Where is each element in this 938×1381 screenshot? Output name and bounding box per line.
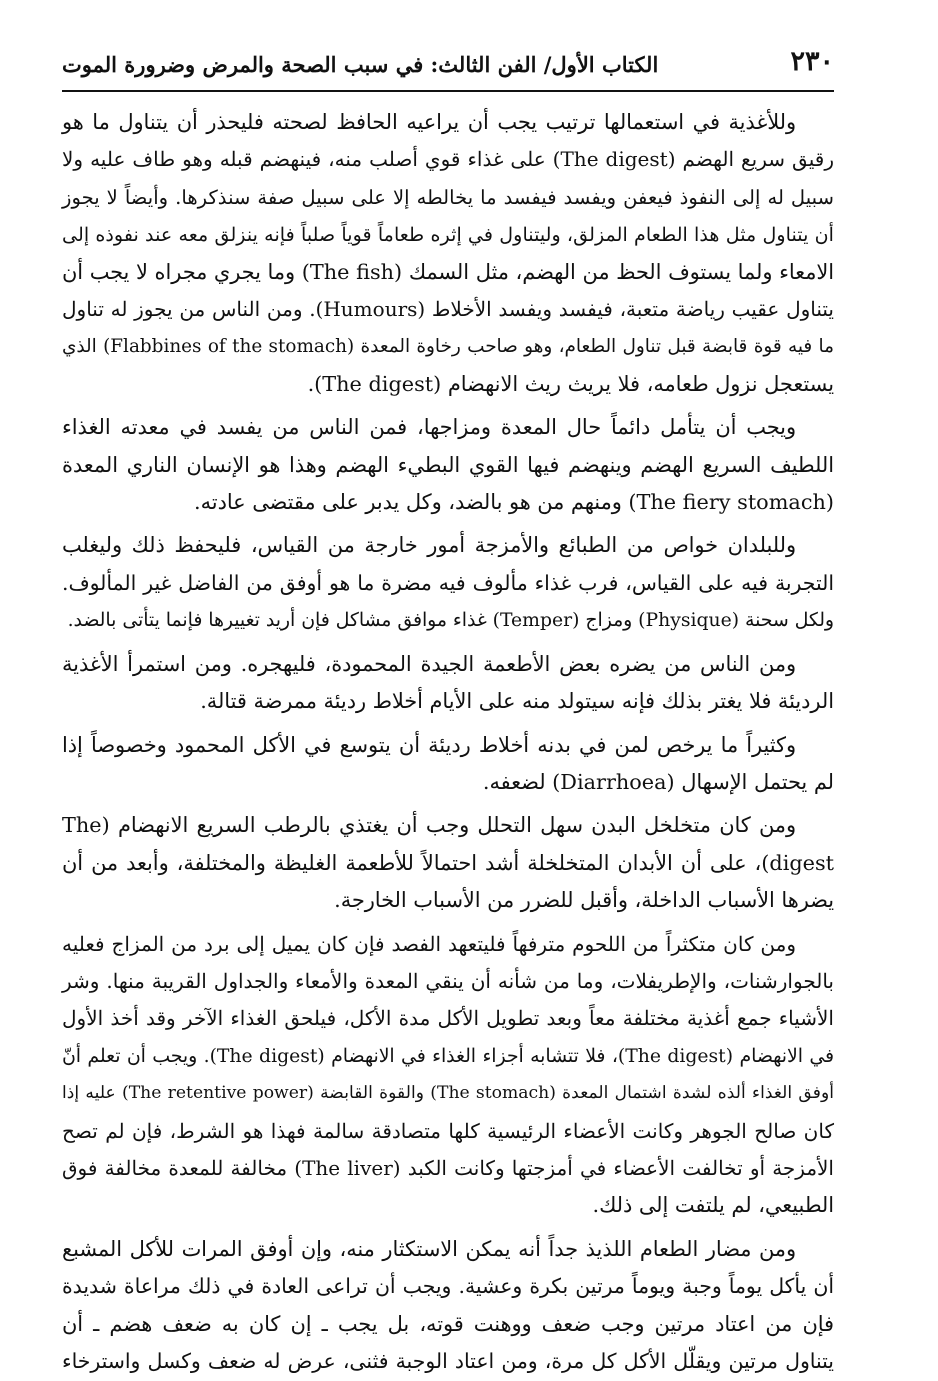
text-line: الامعاء ولما يستوف الحظ من الهضم، مثل السمك (The fish) وما يجري مجراه لا يجب أن xyxy=(62,259,834,284)
body-text xyxy=(62,104,834,1380)
text-line: في الانهضام (The digest)، فلا تتشابه أجزاء الغذاء في الانهضام (The digest). ويجب أن تعلم أنّ xyxy=(62,1045,835,1067)
paragraph xyxy=(62,104,834,403)
text-line: كان صالح الجوهر وكانت الأعضاء الرئيسية كلها متصادقة سالمة فهذا هو الشرط، فإن لم تصح xyxy=(62,1118,834,1143)
text-line: ومن الناس من يضره بعض الأطعمة الجيدة المحمودة، فليهجره. ومن استمرأ الأغذية xyxy=(62,651,796,676)
text-line: الأشياء جمع أغذية مختلفة معاً وبعد تطويل الأكل مدة الأكل، فيلحق الغذاء الآخر وقد أخذ الأول xyxy=(62,1006,834,1031)
paragraph xyxy=(62,926,834,1225)
text-line: وكثيراً ما يرخص لمن في بدنه أخلاط رديئة أن يتوسع في الأكل المحمود وخصوصاً إذا xyxy=(62,732,796,757)
text-line: (The fiery stomach) ومنهم من هو بالضد، وكل يدبر على مقتضى عادته. xyxy=(194,490,834,515)
text-line: ويجب أن يتأمل دائماً حال المعدة ومزاجها، فمن الناس من يفسد في معدته الغذاء xyxy=(62,415,796,440)
text-line: التجربة فيه على القياس، فرب غذاء مألوف فيه مضرة ما هو أوفق من الفاضل غير المألوف. xyxy=(62,570,834,595)
text-line: يتناول مرتين ويقلّل الأكل كل مرة، ومن اعتاد الوجبة فثنى، عرض له ضعف وكسل واسترخاء xyxy=(62,1349,834,1373)
text-line: يضرها الأسباب الداخلة، وأقبل للضرر من الأسباب الخارجة. xyxy=(334,888,834,913)
text-line: الرديئة فلا يغتر بذلك فإنه سيتولد منه على الأيام أخلاط رديئة ممرضة قتالة. xyxy=(200,689,834,714)
text-line: بالجوارشنات، والإطريفلات، وما من شأنه أن ينقي المعدة والأمعاء والجداول القريبة منها. وشر xyxy=(62,968,834,993)
text-line: الأمزجة أو تخالفت الأعضاء في أمزجتها وكانت الكبد (The liver) مخالفة للمعدة مخالفة فوق xyxy=(62,1155,834,1180)
text-line: فإن من اعتاد مرتين وجب ضعف ووهنت قوته، بل يجب ـ إن كان به ضعف هضم ـ أن xyxy=(62,1311,834,1336)
text-line: ولكل سحنة (Physique) ومزاج (Temper) غذاء موافق مشاكل فإن أريد تغييرها فإنما يتأتى بالضد. xyxy=(67,610,834,632)
text-line: الطبيعي، لم يلتفت إلى ذلك. xyxy=(592,1193,834,1218)
paragraph xyxy=(62,409,834,521)
text-line: ومن كان متكثراً من اللحوم مترفهاً فليتعهد الفصد فإن كان يميل إلى برد من المزاج فعليه xyxy=(62,931,796,956)
text-line: أوفق الغذاء ألذه لشدة اشتمال المعدة (The stomach) والقوة القابضة (The retentive power) عليه إذا xyxy=(62,1083,835,1104)
paragraph xyxy=(62,527,834,639)
text-line: يتناول عقيب رياضة متعبة، فيفسد ويفسد الأخلاط (Humours). ومن الناس من يجوز له تناول xyxy=(62,297,834,322)
running-title: الكتاب الأول/ الفن الثالث: في سبب الصحة والمرض وضرورة الموت xyxy=(62,52,659,77)
text-line: اللطيف السريع الهضم وينهضم فيها القوي البطيء الهضم وهذا هو الإنسان الناري المعدة xyxy=(62,452,834,477)
text-line: لم يحتمل الإسهال (Diarrhoea) لضعفه. xyxy=(482,769,834,794)
text-line: سبيل له إلى النفوذ فيعفن ويفسد فيفسد ما يخالطه إلا على سبيل صفة سنذكرها. وأيضاً لا يجوز xyxy=(62,185,834,209)
text-line: ومن مضار الطعام اللذيذ جداً أنه يمكن الاستكثار منه، وإن أوفق المرات للأكل المشبع xyxy=(62,1236,796,1261)
text-line: digest)، على أن الأبدان المتخلخلة أشد احتمالاً للأطعمة الغليظة والمختلفة، وأبعد من أن xyxy=(62,850,834,875)
text-line: وللأغذية في استعمالها ترتيب يجب أن يراعيه الحافظ لصحته فليحذر أن يتناول ما هو xyxy=(62,110,796,134)
text-line: يستعجل نزول طعامه، فلا يريث ريث الانهضام (The digest). xyxy=(307,371,834,396)
text-line: رقيق سريع الهضم (The digest) على غذاء قوي أصلب منه، فينهضم قبله وهو طاف عليه ولا xyxy=(62,147,834,172)
text-line: أن يأكل يوماً وجبة ويوماً مرتين بكرة وعشية. ويجب أن تراعى العادة في ذلك مراعاة شديدة xyxy=(62,1274,834,1299)
paragraph xyxy=(62,727,834,802)
paragraph xyxy=(62,1231,834,1381)
text-line: وللبلدان خواص من الطبائع والأمزجة أمور خارجة من القياس، فليحفظ ذلك وليغلب xyxy=(62,533,796,558)
paragraph xyxy=(62,646,834,721)
text-line: ومن كان متخلخل البدن سهل التحلل وجب أن يغتذي بالرطب السريع الانهضام (The xyxy=(62,813,796,838)
paragraph xyxy=(62,807,834,919)
page-number: ٢٣٠ xyxy=(790,46,834,77)
text-line: ما فيه قوة قابضة قبل تناول الطعام، وهو صاحب رخاوة المعدة (Flabbines of the stomach) الذي xyxy=(62,336,834,358)
page-header xyxy=(62,40,834,92)
text-line: أن يتناول مثل هذا الطعام المزلق، وليتناول في إثره طعاماً قوياً صلباً فإنه ينزلق معه عند نفوذه إلى xyxy=(62,223,834,247)
